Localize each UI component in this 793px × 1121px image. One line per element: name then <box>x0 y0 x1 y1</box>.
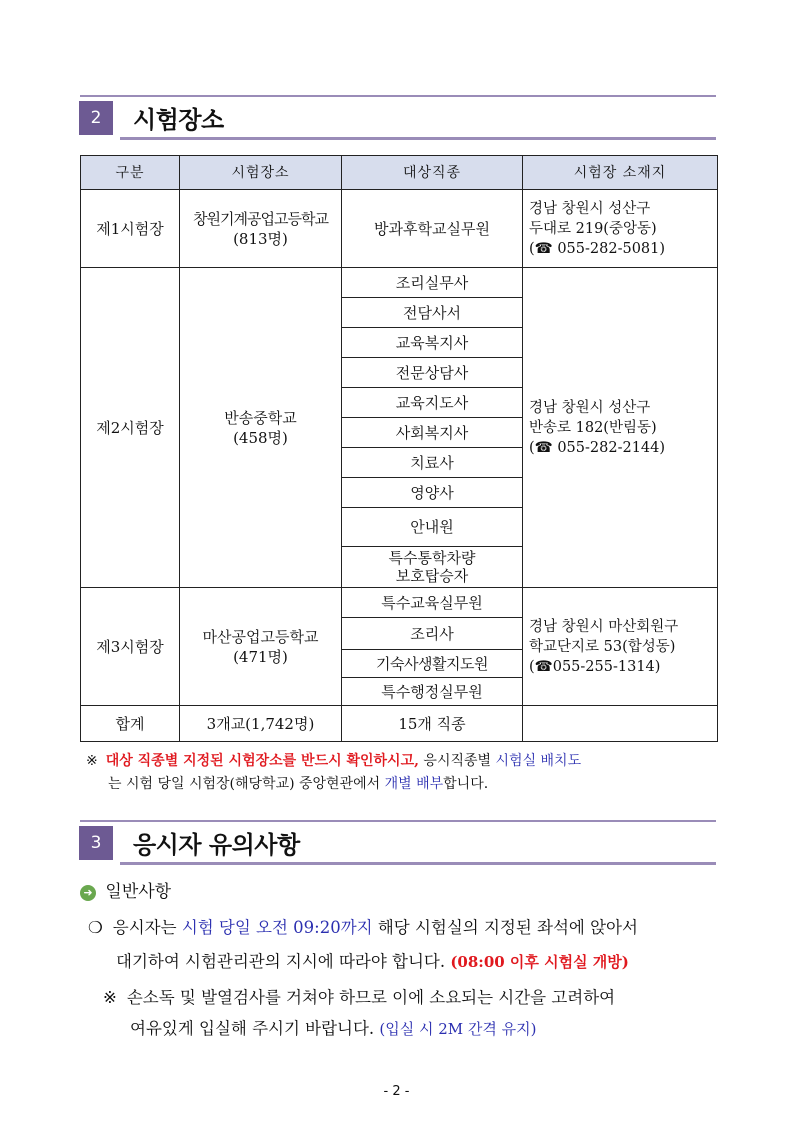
arrow-circle-icon: ➜ <box>80 885 96 901</box>
table-row <box>81 588 718 618</box>
site-school <box>180 588 342 706</box>
general-paragraph-line <box>88 911 638 945</box>
note-red-text: 대상 직종별 지정된 시험장소를 반드시 확인하시고, <box>105 753 419 769</box>
address-line: 경남 창원시 마산회원구 <box>529 618 679 635</box>
col-header: 구분 <box>81 156 180 190</box>
general-paragraph-line <box>116 945 629 979</box>
job-cell: 사회복지사 <box>342 418 523 448</box>
col-header: 시험장소 <box>180 156 342 190</box>
address-line: 학교단지로 53(합성동) <box>529 638 676 655</box>
section-number: 3 <box>79 826 113 860</box>
section-title: 응시자 유의사항 <box>133 831 300 859</box>
highlight-open-time: (08:00 이후 시험실 개방) <box>450 953 629 971</box>
site-address <box>523 588 718 706</box>
table-row <box>81 190 718 268</box>
section-number: 2 <box>79 101 113 135</box>
note-text: 합니다. <box>443 776 489 792</box>
school-name: 창원기계공업고등학교 <box>193 209 328 228</box>
note-blue-text: 시험실 배치도 <box>495 753 582 769</box>
site-school <box>180 268 342 588</box>
address-line: 경남 창원시 성산구 <box>529 200 651 217</box>
job-cell: 기숙사생활지도원 <box>342 650 523 678</box>
col-header: 시험장 소재지 <box>523 156 718 190</box>
school-name: 반송중학교 <box>224 408 297 427</box>
header-rule-top <box>80 95 716 97</box>
text-span: 해당 시험실의 지정된 좌석에 앉아서 <box>372 918 638 937</box>
job-line: 보호탑승자 <box>395 567 469 585</box>
highlight-time: 시험 당일 오전 09:20까지 <box>181 918 373 937</box>
site-label: 제2시험장 <box>81 268 180 588</box>
site-label: 제3시험장 <box>81 588 180 706</box>
col-header: 대상직종 <box>342 156 523 190</box>
site-school <box>180 190 342 268</box>
text-span: 여유있게 입실해 주시기 바랍니다. <box>130 1019 380 1038</box>
job-cell: 교육복지사 <box>342 328 523 358</box>
note-text: 는 시험 당일 시험장(해당학교) 중앙현관에서 <box>108 776 385 792</box>
job-cell: 특수행정실무원 <box>342 678 523 706</box>
job-cell: 방과후학교실무원 <box>342 190 523 268</box>
venue-table <box>80 155 718 742</box>
school-count: (471명) <box>233 647 288 666</box>
school-count: (458명) <box>233 428 288 447</box>
general-heading <box>80 875 171 909</box>
school-name: 마산공업고등학교 <box>202 627 319 646</box>
page-number: - 2 - <box>383 1084 410 1099</box>
note-text: 응시직종별 <box>418 753 496 769</box>
note-mark: ※ <box>86 753 98 769</box>
job-cell: 조리실무사 <box>342 268 523 298</box>
address-line: (☎ 055-282-2144) <box>529 439 666 456</box>
address-line: 경남 창원시 성산구 <box>529 399 651 416</box>
text-span: 손소독 및 발열검사를 거쳐야 하므로 이에 소요되는 시간을 고려하여 <box>126 988 616 1007</box>
total-empty <box>523 706 718 742</box>
bullet-circle: ❍ <box>88 918 103 937</box>
header-rule-bottom <box>120 137 716 140</box>
general-paragraph-line <box>103 981 615 1015</box>
address-line: 반송로 182(반림동) <box>529 419 657 436</box>
site-address <box>523 190 718 268</box>
address-line: (☎055-255-1314) <box>529 658 661 675</box>
text-span: 응시자는 <box>112 918 182 937</box>
job-cell: 영양사 <box>342 478 523 508</box>
school-count: (813명) <box>233 229 288 248</box>
note-blue-text: 개별 배부 <box>384 776 444 792</box>
table-note <box>86 750 718 796</box>
general-heading-label: 일반사항 <box>105 882 172 902</box>
general-paragraph-line <box>130 1012 537 1046</box>
site-label: 제1시험장 <box>81 190 180 268</box>
job-cell: 조리사 <box>342 618 523 650</box>
job-cell: 안내원 <box>342 508 523 547</box>
address-line: (☎ 055-282-5081) <box>529 240 666 257</box>
note-mark: ※ <box>103 988 117 1007</box>
job-cell <box>342 547 523 588</box>
job-cell: 특수교육실무원 <box>342 588 523 618</box>
table-total-row <box>81 706 718 742</box>
total-jobs: 15개 직종 <box>342 706 523 742</box>
job-cell: 전담사서 <box>342 298 523 328</box>
job-cell: 교육지도사 <box>342 388 523 418</box>
header-rule-bottom <box>120 862 716 865</box>
table-header-row <box>81 156 718 190</box>
job-cell: 전문상담사 <box>342 358 523 388</box>
total-schools: 3개교(1,742명) <box>180 706 342 742</box>
job-cell: 치료사 <box>342 448 523 478</box>
job-line: 특수통학차량 <box>388 549 476 567</box>
table-row <box>81 268 718 298</box>
total-label: 합계 <box>81 706 180 742</box>
text-span: 대기하여 시험관리관의 지시에 따라야 합니다. <box>116 952 451 971</box>
header-rule-top <box>80 820 716 822</box>
address-line: 두대로 219(중앙동) <box>529 220 657 237</box>
highlight-distance: (입실 시 2M 간격 유지) <box>379 1020 537 1038</box>
site-address <box>523 268 718 588</box>
section-title: 시험장소 <box>133 106 224 134</box>
